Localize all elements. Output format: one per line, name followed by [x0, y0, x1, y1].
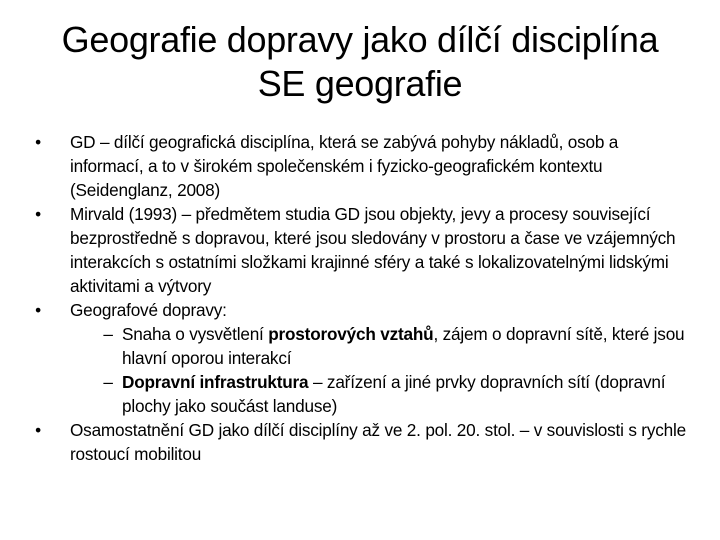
list-item [26, 298, 690, 322]
slide-title-line-2: SE geografie [257, 63, 463, 104]
list-item [26, 418, 690, 466]
bullet-icon: • [35, 420, 41, 440]
bullet-icon: • [35, 300, 41, 320]
list-item-text: Geografové dopravy: [70, 300, 227, 320]
bullet-icon: • [35, 132, 41, 152]
list-item-text: Mirvald (1993) – předmětem studia GD jsou objekty, jevy a procesy související bezprostředně s dopravou, které jsou sledovány v prostoru a čase ve vzájemných interakcích s ostatními složkami krajinné sféry a také s lokalizovatelnými lidskými aktivitami a výtvory [70, 204, 676, 296]
list-item [26, 202, 690, 298]
sub-list-item [26, 370, 690, 418]
slide-title [20, 18, 700, 106]
list-item-text: GD – dílčí geografická disciplína, která se zabývá pohyby nákladů, osob a informací, a to v širokém společenském i fyzicko-geografickém kontextu (Seidenglanz, 2008) [70, 132, 619, 200]
sub-item-text-after: , zájem o dopravní sítě, které jsou hlavní oporou interakcí [122, 324, 685, 368]
sub-item-text-bold: Dopravní infrastruktura [122, 372, 309, 392]
slide-title-line-1: Geografie dopravy jako dílčí disciplína [61, 19, 659, 60]
dash-icon: – [103, 324, 113, 344]
bullet-list [26, 130, 690, 466]
sub-item-text-before: Snaha o vysvětlení [122, 324, 269, 344]
sub-item-text-bold: prostorových vztahů [268, 324, 434, 344]
dash-icon: – [103, 372, 113, 392]
sub-item-text-after: – zařízení a jiné prvky dopravních sítí (dopravní plochy jako součást landuse) [122, 372, 666, 416]
sub-list-item [26, 322, 690, 370]
bullet-icon: • [35, 204, 41, 224]
list-item [26, 130, 690, 202]
list-item-text: Osamostatnění GD jako dílčí disciplíny až ve 2. pol. 20. stol. – v souvislosti s rychle rostoucí mobilitou [70, 420, 686, 464]
